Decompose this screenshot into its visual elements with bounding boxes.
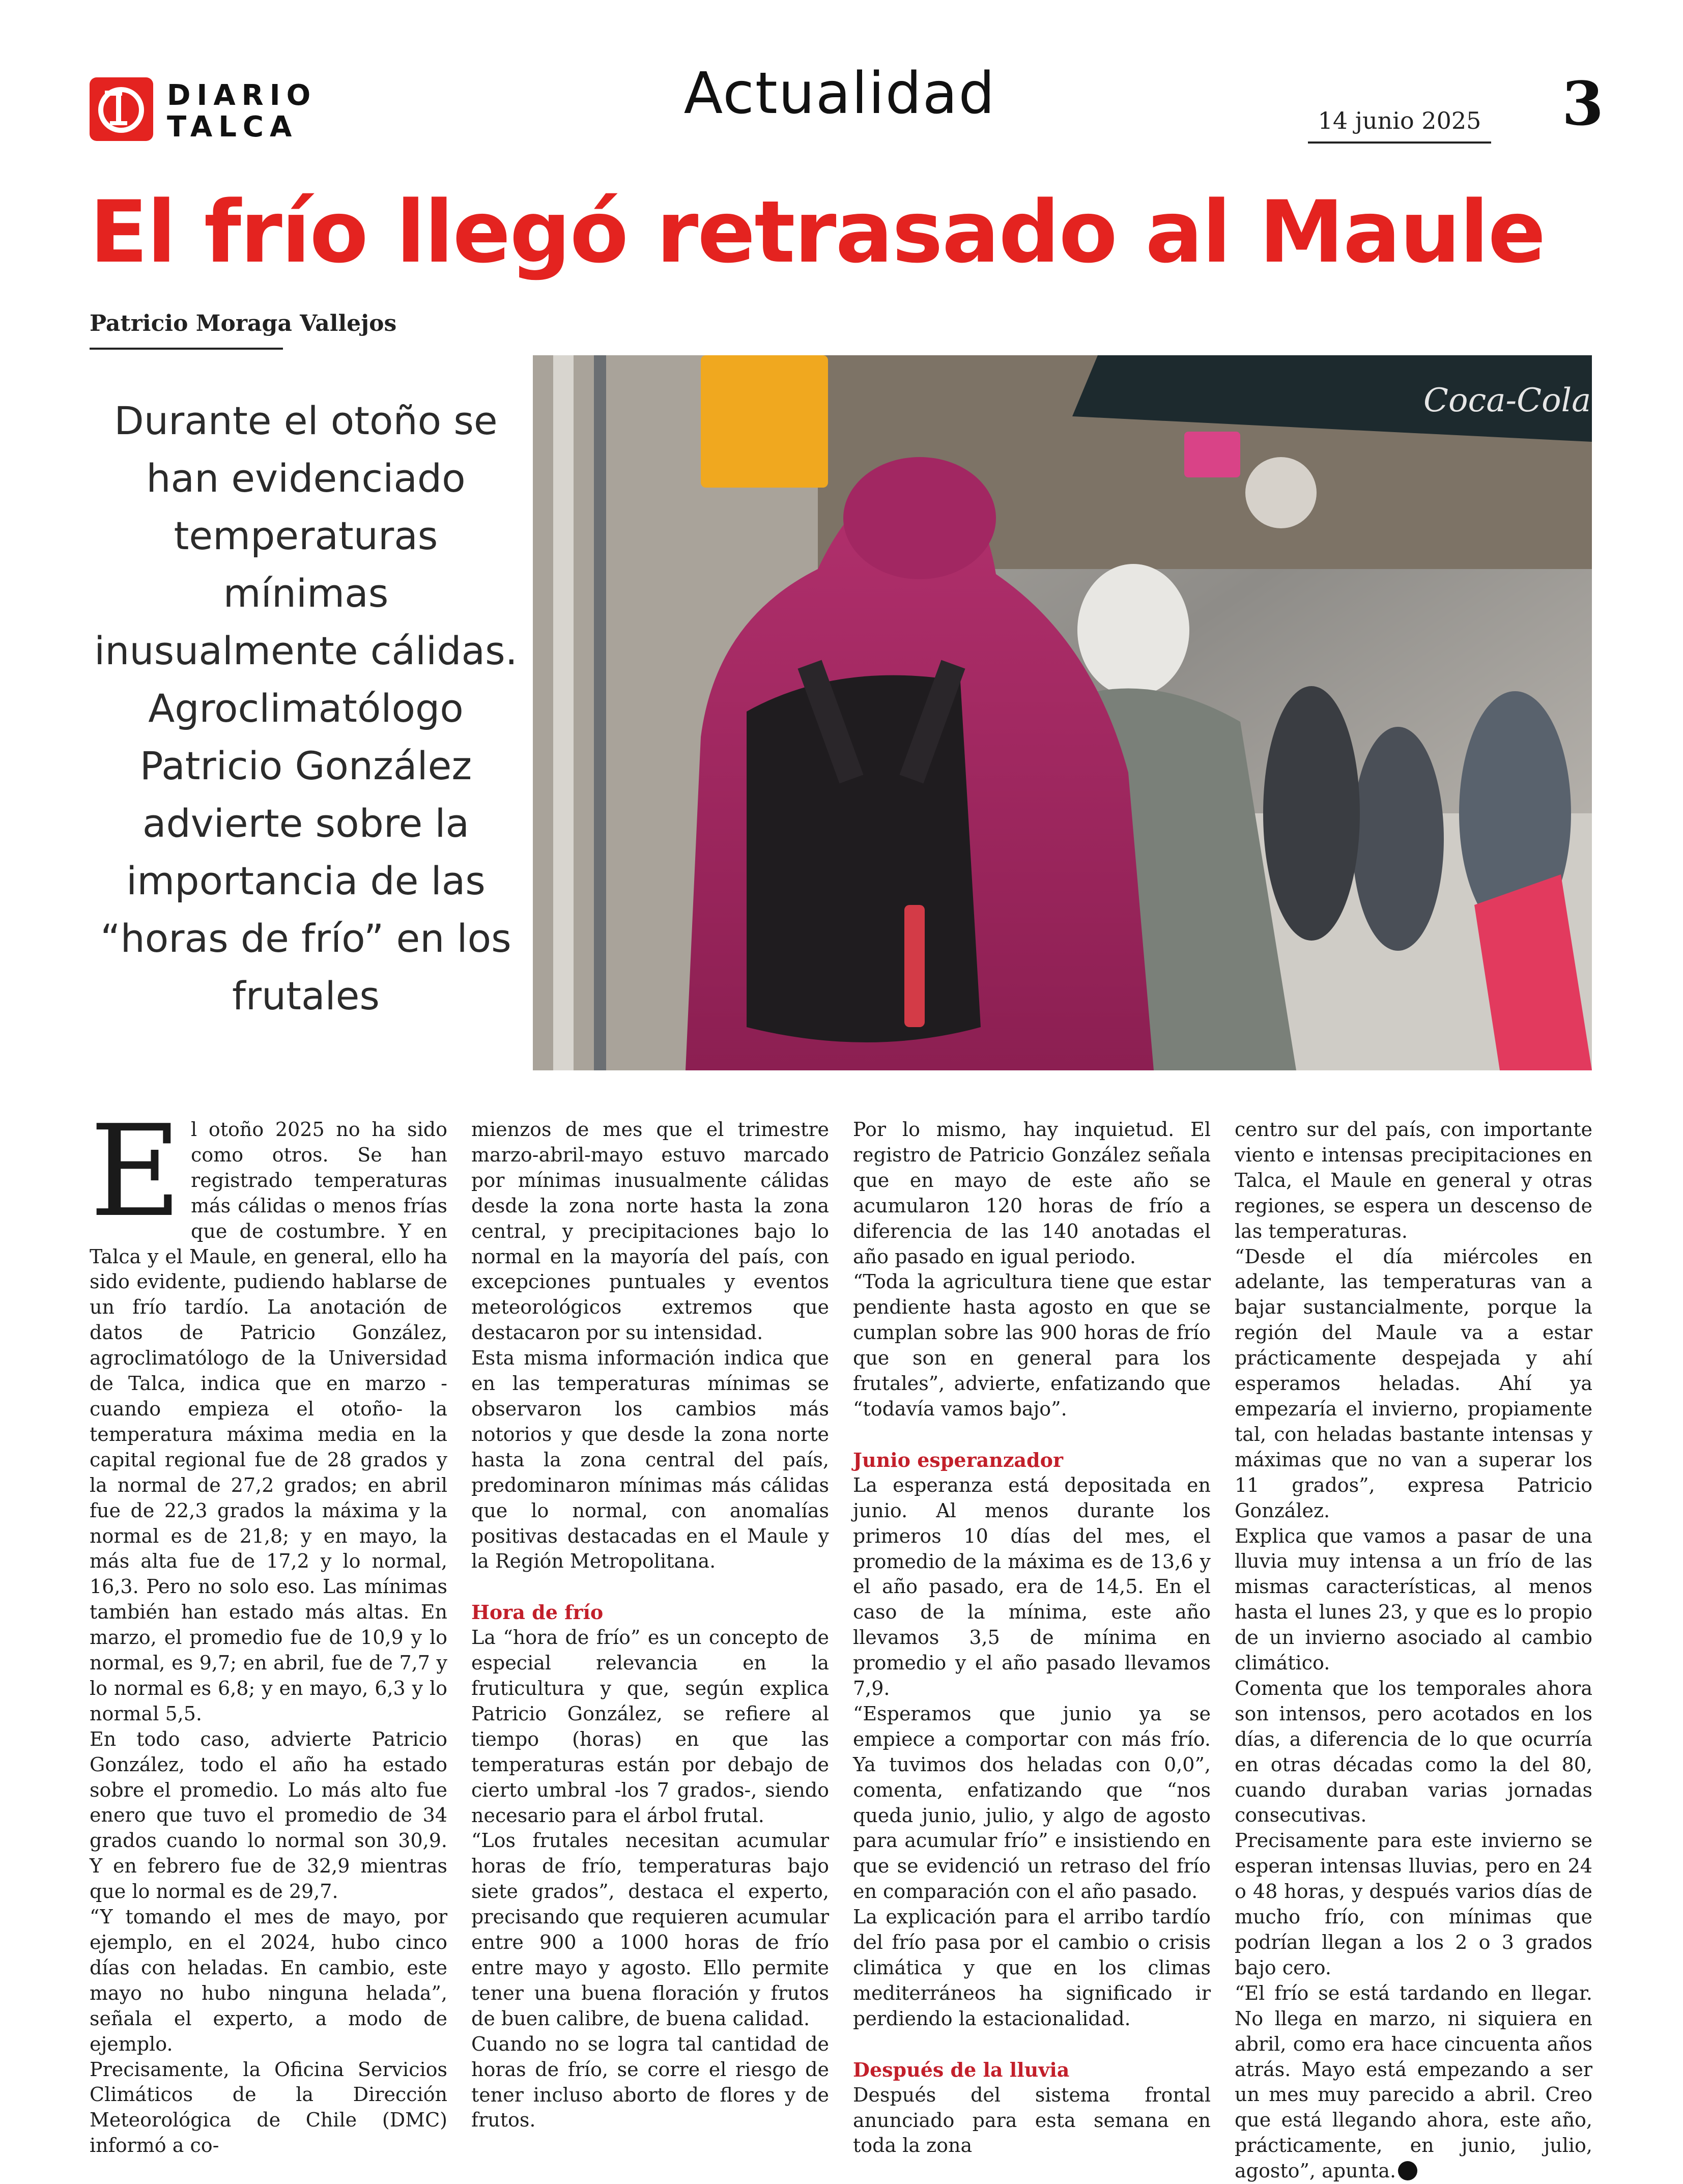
paragraph: “Los frutales necesitan acumular horas de frío, temperaturas bajo siete grados”, destaca el experto, precisando que requieren acumular entre 900 a 1000 horas de frío entre mayo y agosto. Ello permite tener una buena floración y frutos de buen calibre, de buena calidad. (471, 1829, 829, 2030)
logo-text-line2: TALCA (167, 110, 298, 144)
article-column-1 (90, 1098, 447, 2159)
paragraph (90, 1098, 447, 1727)
paragraph-text: “El frío se está tardando en llegar. No llega en marzo, ni siquiera en abril, como era hace cincuenta años atrás. Mayo está empezando a ser un mes muy parecido a abril. Creo que está llegando ahora, este año, prácticamente, en junio, julio, agosto”, apunta. (1235, 1981, 1592, 2182)
logo-text-line1: DIARIO (167, 79, 317, 112)
publication-date: 14 junio 2025 (1308, 107, 1491, 144)
subheading-hora-de-frio: Hora de frío (471, 1601, 604, 1624)
coca-cola-sign: Coca-Cola (1423, 382, 1591, 419)
paragraph: La explicación para el arribo tardío del frío pasa por el cambio o crisis climática y que en los climas mediterráneos ha significado ir perdiendo la estacionalidad. (853, 1906, 1211, 2030)
paragraph: Explica que vamos a pasar de una lluvia muy intensa a un frío de las mismas características, al menos hasta el lunes 23, y que es lo propio de un invierno asociado al cambio climático. (1235, 1524, 1592, 1675)
article-column-2 (471, 1117, 829, 2133)
paragraph: mienzos de mes que el trimestre marzo-abril-mayo estuvo marcado por mínimas inusualmente cálidas desde la zona norte hasta la zona central, y precipitaciones bajo lo normal en la mayoría del país, con excepciones puntuales y eventos meteorológicos extremos que destacaron por su intensidad. (471, 1118, 829, 1344)
paragraph: “Desde el día miércoles en adelante, las temperaturas van a bajar sustancialmente, porque la región del Maule va a estar prácticamente despejada y ahí esperamos heladas. Ahí ya empezaría el invierno, propiamente tal, con heladas bastante intensas y máximas que no van a superar los 11 grados”, expresa Patricio González. (1235, 1245, 1592, 1522)
article-headline: El frío llegó retrasado al Maule (90, 182, 1545, 282)
paragraph: Precisamente, la Oficina Servicios Climáticos de la Dirección Meteorológica de Chile (DMC) informó a co- (90, 2058, 447, 2157)
end-of-article-icon (1398, 2161, 1417, 2180)
paragraph: La esperanza está depositada en junio. Al menos durante los primeros 10 días del mes, el promedio de la máxima es de 13,6 y el año pasado, era de 14,5. En el caso de la mínima, este año llevamos 3,5 de mínima en promedio y el año pasado llevamos 7,9. (853, 1473, 1211, 1700)
paragraph: La “hora de frío” es un concepto de especial relevancia en la fruticultura y que, según explica Patricio González, se refiere al tiempo (horas) en que las temperaturas están por debajo de cierto umbral -los 7 grados-, siendo necesario para el árbol frutal. (471, 1626, 829, 1827)
paragraph: “Esperamos que junio ya se empiece a comportar con más frío. Ya tuvimos dos heladas con 0,0”, comenta, enfatizando que “nos queda junio, julio, y algo de agosto para acumular frío” e insistiendo en que se evidenció un retraso del frío en comparación con el año pasado. (853, 1702, 1211, 1903)
diario-talca-logo[interactable] (90, 77, 317, 144)
paragraph (1235, 1981, 1592, 2184)
page-number: 3 (1561, 68, 1604, 139)
paragraph-text: l otoño 2025 no ha sido como otros. Se han registrado temperaturas más cálidas o menos frías que de costumbre. Y en Talca y el Maule, en general, ello ha sido evidente, pudiendo hablarse de un frío tardío. La anotación de datos de Patricio González, agroclimatólogo de la Universidad de Talca, indica que en marzo -cuando empieza el otoño- la temperatura máxima media en la capital regional fue de 28 grados y la normal de 27,2 grados; en abril fue de 22,3 grados la máxima y la normal es de 21,8; y en mayo, la más alta fue de 17,2 y lo normal, 16,3. Pero no solo eso. Las mínimas también han estado más altas. En marzo, el promedio fue de 10,9 y lo normal, es 9,7; en abril, fue de 7,7 y lo normal es 6,8; y en mayo, 6,3 y lo normal 5,5. (90, 1118, 447, 1725)
article-lead: Durante el otoño se han evidenciado temperaturas mínimas inusualmente cálidas. Agroclimatólogo Patricio González advierte sobre la importancia de las “horas de frío” en los frutales (94, 398, 518, 1018)
subheading-junio-esperanzador: Junio esperanzador (853, 1448, 1063, 1471)
paragraph: Por lo mismo, hay inquietud. El registro de Patricio González señala que en mayo de este año se acumularon 120 horas de frío a diferencia de las 140 anotadas el año pasado en igual periodo. (853, 1118, 1211, 1268)
paragraph: centro sur del país, con importante viento e intensas precipitaciones en Talca, el Maule en general y otras regiones, se espera un descenso de las temperaturas. (1235, 1118, 1592, 1242)
section-title: Actualidad (683, 61, 996, 127)
paragraph: En todo caso, advierte Patricio González, todo el año ha estado sobre el promedio. Lo más alto fue enero que tuvo el promedio de 34 grados cuando lo normal son 30,9. Y en febrero fue de 32,9 mientras que lo normal es de 29,7. (90, 1727, 447, 1903)
paragraph: Comenta que los temporales ahora son intensos, pero acotados en los días, a diferencia de lo que ocurría en otras décadas como la del 80, cuando duraban varias jornadas consecutivas. (1235, 1677, 1592, 1827)
paragraph: “Y tomando el mes de mayo, por ejemplo, en el 2024, hubo cinco días con heladas. En cambio, este mayo no hubo ninguna helada”, señala el experto, a modo de ejemplo. (90, 1906, 447, 2055)
article-photo (533, 355, 1592, 1070)
subheading-despues-de-la-lluvia: Después de la lluvia (853, 2058, 1070, 2081)
article-column-4 (1235, 1117, 1592, 2184)
article-byline: Patricio Moraga Vallejos (90, 310, 283, 350)
paragraph: “Toda la agricultura tiene que estar pendiente hasta agosto en que se cumplan sobre las 900 horas de frío que son en general para los frutales”, advierte, enfatizando que “todavía vamos bajo”. (853, 1270, 1211, 1420)
drop-cap: E (90, 1098, 182, 1245)
paragraph: Cuando no se logra tal cantidad de horas de frío, se corre el riesgo de tener incluso aborto de flores y de frutos. (471, 2032, 829, 2132)
paragraph: Después del sistema frontal anunciado para esta semana en toda la zona (853, 2083, 1211, 2157)
article-column-3 (853, 1117, 1211, 2159)
logo-mark-icon (90, 77, 153, 141)
paragraph: Esta misma información indica que en las temperaturas mínimas se observaron los cambios más notorios y que desde la zona norte hasta la zona central del país, predominaron mínimas más cálidas que lo normal, con anomalías positivas destacadas en el Maule y la Región Metropolitana. (471, 1347, 829, 1573)
paragraph: Precisamente para este invierno se esperan intensas lluvias, pero en 24 o 48 horas, y después varios días de mucho frío, con mínimas que podrían llegan a los 2 o 3 grados bajo cero. (1235, 1829, 1592, 1979)
